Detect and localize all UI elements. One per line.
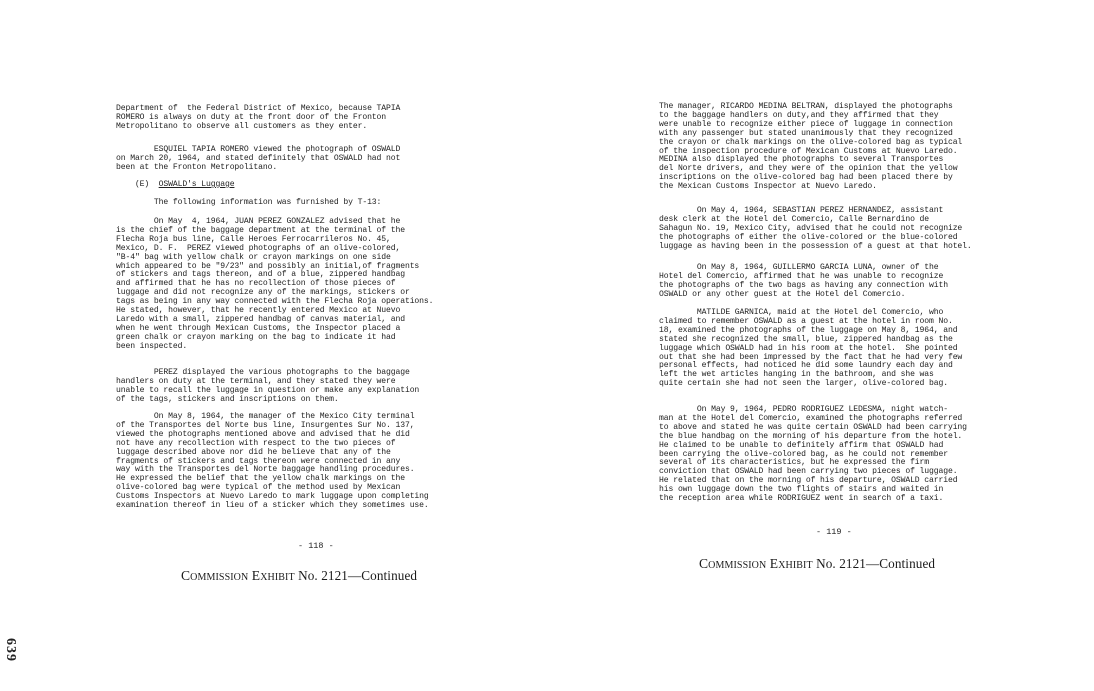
text-line: the blue handbag on the morning of his departure from the hotel. (659, 431, 963, 441)
paragraph (659, 207, 972, 252)
text-line: personal effects, had noticed he did some laundry each day and (659, 361, 953, 371)
text-line: On May 4, 1964, JUAN PEREZ GONZALEZ advised that he (116, 217, 401, 226)
paragraph (659, 103, 962, 192)
paragraph (659, 264, 948, 300)
text-line: OSWALD or any other guest at the Hotel del Comercio. (659, 289, 906, 299)
paragraph (116, 413, 429, 511)
text-line: (E) OSWALD's Luggage (116, 180, 235, 189)
right-page-number: - 119 - (816, 527, 852, 537)
text-line: and affirmed that he has no recollection of those pieces of (116, 279, 396, 289)
text-line: of the tags, stickers and inscriptions on them. (116, 394, 339, 404)
right-caption-prefix: Commission Exhibit (699, 556, 813, 571)
text-line: of stickers and tags thereon, and of a blue, zippered handbag (116, 270, 405, 280)
text-line: The manager, RICARDO MEDINA BELTRAN, displayed the photographs (659, 102, 953, 111)
text-line: "B-4" bag with yellow chalk or crayon markings on one side (116, 252, 391, 262)
text-line: Hotel del Comercio, affirmed that he was unable to recognize (659, 271, 944, 281)
text-line: On May 9, 1964, PEDRO RODRIGUEZ LEDESMA, night watch- (659, 405, 948, 414)
text-line: the reception area while RODRIGUEZ went in search of a taxi. (659, 494, 944, 504)
left-caption-rest: No. 2121—Continued (294, 568, 418, 583)
text-line: On May 8, 1964, GUILLERMO GARCIA LUNA, owner of the (659, 263, 939, 272)
text-line: luggage and did not recognize any of the markings, stickers or (116, 288, 410, 298)
paragraph (116, 218, 433, 352)
text-line: fragments of stickers and tags thereon were connected in any (116, 456, 401, 466)
text-line: Customs Inspectors at Nuevo Laredo to mark luggage upon completing (116, 492, 429, 502)
paragraph (116, 369, 419, 405)
text-line: luggage described above nor did he believe that any of the (116, 447, 391, 457)
paragraph (116, 181, 234, 190)
side-page-number: 639 (3, 638, 18, 662)
text-line: claimed to remember OSWALD as a guest at the hotel in room No. (659, 316, 953, 326)
text-line: He related that on the morning of his departure, OSWALD carried (659, 476, 958, 486)
paragraph (116, 146, 400, 173)
text-line: several of its characteristics, but he expressed the firm (659, 458, 930, 468)
text-line: luggage which OSWALD had in his room at the hotel. She pointed (659, 343, 958, 353)
text-line: desk clerk at the Hotel del Comercio, Calle Bernardino de (659, 214, 930, 224)
text-line: stated she recognized the small, blue, zippered handbag as the (659, 334, 953, 344)
right-caption (699, 556, 935, 572)
text-line: conviction that OSWALD had been carrying two pieces of luggage. (659, 467, 958, 477)
text-line: with any passenger but stated unanimously that they recognized (659, 128, 953, 138)
text-line: He claimed to be unable to definitely affirm that OSWALD had (659, 440, 944, 450)
text-line: On May 8, 1964, the manager of the Mexico City terminal (116, 412, 415, 421)
paragraph (116, 199, 381, 208)
paragraph (116, 105, 400, 132)
text-line: to above and stated he was quite certain OSWALD had been carrying (659, 422, 967, 432)
text-line: The following information was furnished by T-13: (116, 198, 382, 207)
text-line: MEDINA also displayed the photographs to several Transportes (659, 155, 944, 165)
text-line: green chalk or crayon marking on the bag to indicate it had (116, 332, 396, 342)
paragraph (659, 406, 967, 504)
text-line: to the baggage handlers on duty,and they affirmed that they (659, 110, 939, 120)
text-line: Flecha Roja bus line, Calle Heroes Ferrocarrileros No. 45, (116, 234, 391, 244)
text-line: unable to recall the luggage in question or make any explanation (116, 385, 420, 395)
text-line: 18, examined the photographs of the luggage on May 8, 1964, and (659, 325, 958, 335)
text-line: is the chief of the baggage department at the terminal of the (116, 225, 405, 235)
text-line: On May 4, 1964, SEBASTIAN PEREZ HERNANDEZ, assistant (659, 206, 944, 215)
text-line: ESQUIEL TAPIA ROMERO viewed the photograph of OSWALD (116, 145, 401, 154)
text-line: PEREZ displayed the various photographs to the baggage (116, 368, 410, 377)
left-caption-prefix: Commission Exhibit (181, 568, 295, 583)
text-line: been carrying the olive-colored bag, as he could not remember (659, 449, 948, 459)
paragraph (659, 309, 962, 389)
text-line: He expressed the belief that the yellow chalk markings on the (116, 474, 405, 484)
text-line: tags as being in any way connected with the Flecha Roja operations. (116, 297, 434, 307)
left-caption (181, 568, 417, 584)
text-line: out that she had been impressed by the fact that he had very few (659, 352, 963, 362)
text-line: handlers on duty at the terminal, and they stated they were (116, 376, 396, 386)
text-line: ROMERO is always on duty at the front door of the Fronton (116, 112, 387, 122)
right-caption-rest: No. 2121—Continued (812, 556, 936, 571)
text-line: the photographs of either the olive-colored or the blue-colored (659, 232, 958, 242)
text-line: were unable to recognize either piece of luggage in connection (659, 119, 953, 129)
text-line: the photographs of the two bags as having any connection with (659, 280, 948, 290)
text-line: inscriptions on the olive-colored bag had been placed there by (659, 173, 953, 183)
text-line: when he went through Mexican Customs, the Inspector placed a (116, 323, 401, 333)
text-line: Department of the Federal District of Mexico, because TAPIA (116, 104, 401, 113)
text-line: MATILDE GARNICA, maid at the Hotel del Comercio, who (659, 308, 944, 317)
text-line: on March 20, 1964, and stated definitely that OSWALD had not (116, 153, 401, 163)
text-line: been at the Fronton Metropolitano. (116, 162, 278, 172)
text-line: viewed the photographs mentioned above and advised that he did (116, 429, 410, 439)
text-line: quite certain she had not seen the larger, olive-colored bag. (659, 379, 948, 389)
section-heading-luggage: OSWALD's Luggage (158, 180, 235, 189)
text-line: examination thereof in lieu of a sticker which they sometimes use. (116, 501, 429, 511)
text-line: olive-colored bag were typical of the method used by Mexican (116, 483, 401, 493)
text-line: luggage as having been in the possession of a guest at that hotel. (659, 241, 972, 251)
text-line: not have any recollection with respect to the two pieces of (116, 438, 396, 448)
text-line: Metropolitano to observe all customers as they enter. (116, 121, 368, 131)
text-line: his own luggage down the two flights of stairs and waited in (659, 485, 944, 495)
text-line: del Norte drivers, and they were of the opinion that the yellow (659, 164, 958, 174)
text-line: Sahagun No. 19, Mexico City, advised that he could not recognize (659, 223, 963, 233)
text-line: way with the Transportes del Norte baggage handling procedures. (116, 465, 415, 475)
text-line: He stated, however, that he recently entered Mexico at Nuevo (116, 306, 401, 316)
text-line: Mexico, D. F. PEREZ viewed photographs of an olive-colored, (116, 243, 401, 253)
text-line: man at the Hotel del Comercio, examined the photographs referred (659, 413, 963, 423)
left-page-number: - 118 - (298, 541, 334, 551)
text-line: Laredo with a small, zippered handbag of canvas material, and (116, 314, 405, 324)
text-line: been inspected. (116, 341, 188, 351)
text-line: of the inspection procedure of Mexican Customs at Nuevo Laredo. (659, 146, 958, 156)
text-line: of the Transportes del Norte bus line, Insurgentes Sur No. 137, (116, 420, 415, 430)
text-line: which appeared to be "9/23" and possibly an initial,of fragments (116, 261, 420, 271)
text-line: the Mexican Customs Inspector at Nuevo Laredo. (659, 182, 877, 192)
text-line: the crayon or chalk markings on the olive-colored bag as typical (659, 137, 963, 147)
text-line: left the wet articles hanging in the bathroom, and she was (659, 370, 934, 380)
